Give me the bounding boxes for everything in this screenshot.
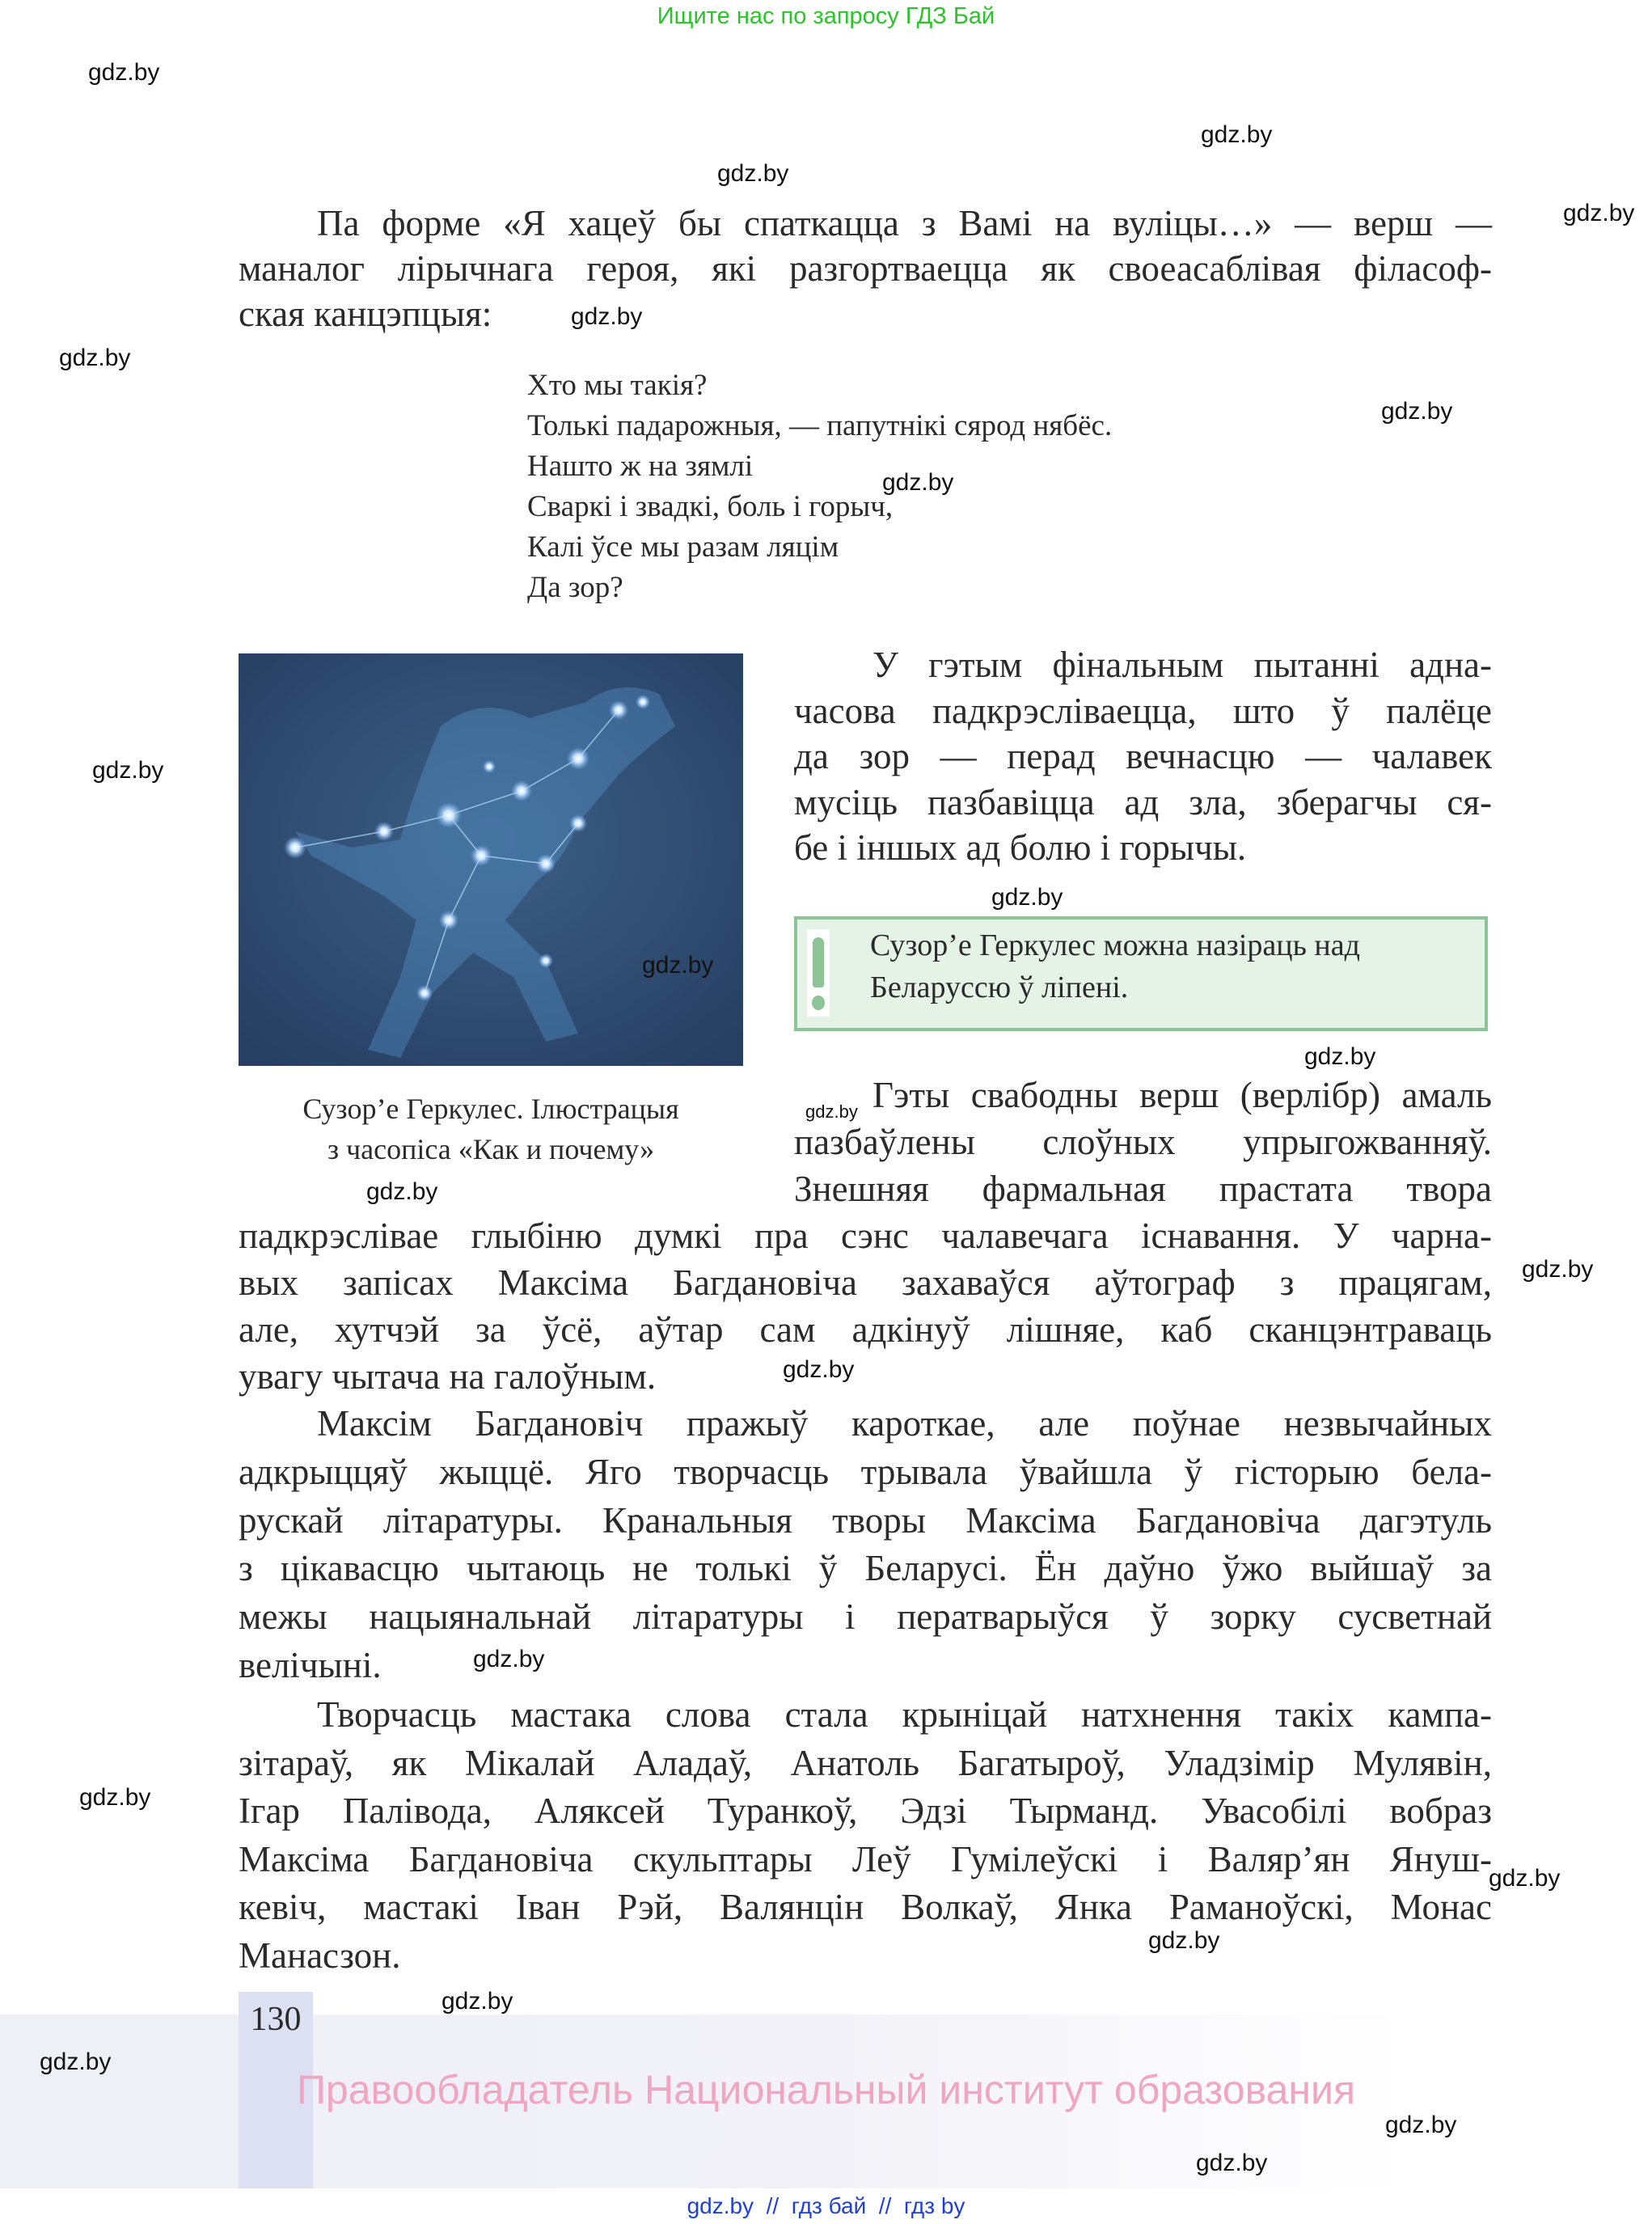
text-line: Гэты свабодны верш (верлібр) амаль — [872, 1075, 1492, 1115]
exclamation-icon — [807, 929, 830, 1017]
watermark: gdz.by — [1385, 2112, 1457, 2138]
text-line: з цікавасцю чытаюць не толькі ў Беларусі. Ён даўно ўжо выйшаў за — [239, 1548, 1492, 1589]
text-line: часова падкрэсліваецца, што ў палёце — [794, 690, 1492, 731]
footer-links[interactable]: gdz.by // гдз бай // гдз by — [687, 2193, 965, 2218]
text-line: Толькі падарожныя, — папутнікі сярод нябёс. — [527, 409, 1113, 442]
watermark: gdz.by — [783, 1356, 855, 1383]
text-line: Нашто ж на зямлі — [527, 450, 754, 483]
text-line: Максіма Багдановіча скульптары Леў Гумілеўскі і Валяр’ян Януш- — [239, 1838, 1492, 1879]
watermark: gdz.by — [805, 1101, 858, 1122]
text-line: вых запісах Максіма Багдановіча захаваўся аўтограф з працягам, — [239, 1262, 1492, 1303]
search-hint: Ищите нас по запросу ГДЗ Бай — [657, 3, 995, 29]
text-line: велічыні. — [239, 1645, 382, 1685]
watermark: gdz.by — [882, 469, 954, 496]
constellation-hercules-image — [239, 653, 743, 1066]
text-line: да зор — перад вечнасцю — чалавек — [794, 736, 1492, 776]
watermark: gdz.by — [366, 1178, 438, 1205]
watermark: gdz.by — [473, 1646, 545, 1672]
text-line: Беларуссю ў ліпені. — [870, 970, 1129, 1004]
text-line: з часопіса «Как и почему» — [327, 1133, 655, 1165]
watermark: gdz.by — [1381, 398, 1453, 425]
text-line: Хто мы такія? — [527, 369, 708, 402]
watermark: gdz.by — [59, 345, 131, 371]
watermark: gdz.by — [642, 952, 714, 979]
text-line: кевіч, мастакі Іван Рэй, Валянцін Волкаў, Янка Раманоўскі, Монас — [239, 1887, 1492, 1928]
text-line: Сваркі і звадкі, боль і горыч, — [527, 490, 894, 523]
watermark: gdz.by — [1201, 121, 1273, 148]
watermark: gdz.by — [88, 59, 160, 86]
text-line: бе і іншых ад болю і горычы. — [794, 827, 1247, 868]
copyright-watermark: Правообладатель Национальный институт образования — [296, 2067, 1356, 2112]
watermark: gdz.by — [571, 303, 643, 330]
watermark: gdz.by — [1196, 2150, 1268, 2176]
watermark: gdz.by — [92, 757, 164, 784]
constellation-icon — [239, 653, 743, 1066]
text-line: ская канцэпцыя: — [239, 294, 492, 334]
text-line: Максім Багдановіч пражыў кароткае, але поўнае незвычайных — [317, 1403, 1492, 1444]
text-line: але, хутчэй за ўсё, аўтар сам адкінуў лішняе, каб сканцэнтраваць — [239, 1309, 1492, 1350]
watermark: gdz.by — [1148, 1927, 1220, 1954]
text-line: Сузор’е Геркулес. Ілюстрацыя — [302, 1093, 679, 1125]
text-line: У гэтым фінальным пытанні адна- — [872, 645, 1492, 685]
text-line: адкрыццяў жыццё. Яго творчасць трывала ўвайшла ў гісторыю бела- — [239, 1451, 1492, 1492]
page-number: 130 — [250, 2001, 302, 2038]
text-line: Манасзон. — [239, 1935, 401, 1976]
text-line: Творчасць мастака слова стала крыніцай натхнення такіх кампа- — [317, 1694, 1492, 1735]
watermark: gdz.by — [79, 1784, 151, 1811]
text-line: межы нацыянальнай літаратуры і ператварыўся ў зорку сусветнай — [239, 1596, 1492, 1638]
text-line: увагу чытача на галоўным. — [239, 1356, 657, 1397]
text-line: пазбаўлены слоўных упрыгожванняў. — [794, 1122, 1492, 1162]
watermark: gdz.by — [991, 884, 1063, 911]
text-line: Знешняя фармальная прастата твора — [794, 1169, 1492, 1209]
text-line: Сузор’е Геркулес можна назіраць над — [870, 928, 1360, 962]
watermark: gdz.by — [1304, 1043, 1376, 1070]
watermark: gdz.by — [40, 2049, 112, 2075]
text-line: Калі ўсе мы разам ляцім — [527, 531, 839, 564]
text-line: рускай літаратуры. Кранальныя творы Максіма Багдановіча дагэтуль — [239, 1499, 1492, 1541]
text-line: мусіць пазбавіцца ад зла, зберагчы ся- — [794, 781, 1492, 822]
text-line: маналог лірычнага героя, які разгортваецца як своеасаблівая філасоф- — [239, 248, 1492, 289]
text-line: Ігар Палівода, Аляксей Туранкоў, Эдзі Тырманд. Увасобілі вобраз — [239, 1791, 1492, 1832]
text-line: зітараў, як Мікалай Аладаў, Анатоль Багатыроў, Уладзімір Мулявін, — [239, 1742, 1492, 1783]
text-line: падкрэслівае глыбіню думкі пра сэнс чалавечага існавання. У чарна- — [239, 1216, 1492, 1256]
text-line: Па форме «Я хацеў бы спаткацца з Вамі на вуліцы…» — верш — — [317, 203, 1492, 243]
watermark: gdz.by — [1563, 200, 1635, 226]
watermark: gdz.by — [442, 1988, 513, 2015]
watermark: gdz.by — [717, 160, 789, 187]
text-line: Да зор? — [527, 571, 623, 604]
note-box — [794, 916, 1488, 1031]
watermark: gdz.by — [1489, 1865, 1561, 1892]
watermark: gdz.by — [1522, 1256, 1594, 1283]
